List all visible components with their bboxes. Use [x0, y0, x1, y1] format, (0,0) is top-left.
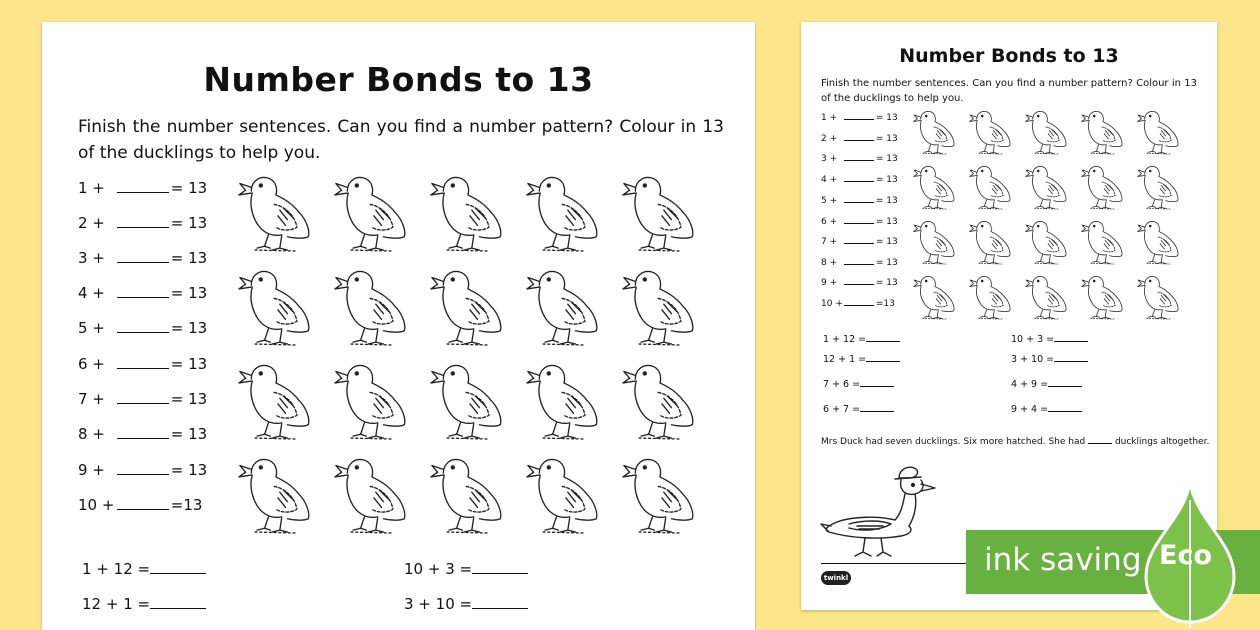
- duckling-icon[interactable]: [334, 266, 410, 348]
- sum-row: 1 + 12 =: [823, 334, 900, 345]
- equation-row: 2 + = 13: [78, 214, 208, 232]
- duckling-icon[interactable]: [1081, 218, 1125, 266]
- answer-blank[interactable]: [150, 595, 206, 609]
- duckling-icon[interactable]: [430, 266, 506, 348]
- answer-blank[interactable]: [117, 390, 169, 404]
- answer-blank[interactable]: [117, 425, 169, 439]
- duckling-icon[interactable]: [913, 163, 957, 211]
- duckling-icon[interactable]: [238, 266, 314, 348]
- sum-row: 3 + 10 =: [1011, 354, 1088, 365]
- answer-blank[interactable]: [844, 174, 874, 182]
- equation-row: 1 + = 13: [821, 113, 898, 123]
- answer-blank[interactable]: [117, 249, 169, 263]
- answer-blank[interactable]: [860, 379, 894, 387]
- duckling-icon[interactable]: [622, 172, 698, 254]
- equation-row: 3 + = 13: [78, 249, 208, 267]
- equation-row: 5 + = 13: [78, 319, 208, 337]
- answer-blank[interactable]: [117, 496, 169, 510]
- answer-blank[interactable]: [117, 214, 169, 228]
- sum-row: 4 + 9 =: [1011, 379, 1082, 390]
- equation-row: 9 + = 13: [78, 461, 208, 479]
- answer-blank[interactable]: [1048, 404, 1082, 412]
- word-problem: Mrs Duck had seven ducklings. Six more hatched. She had ducklings altogether.: [821, 437, 1210, 447]
- duckling-icon[interactable]: [913, 218, 957, 266]
- answer-blank[interactable]: [844, 195, 874, 203]
- duckling-icon[interactable]: [1137, 108, 1181, 156]
- sum-row: 3 + 10 =: [404, 595, 528, 613]
- equation-row: 1 + = 13: [78, 179, 208, 197]
- answer-blank[interactable]: [1054, 354, 1088, 362]
- equation-row: 6 + = 13: [821, 217, 898, 227]
- answer-blank[interactable]: [844, 133, 874, 141]
- duckling-icon[interactable]: [1137, 273, 1181, 321]
- answer-blank[interactable]: [1054, 334, 1088, 342]
- duckling-icon[interactable]: [526, 360, 602, 442]
- duckling-icon[interactable]: [622, 360, 698, 442]
- page-title: Number Bonds to 13: [203, 60, 594, 99]
- sum-row: 10 + 3 =: [404, 560, 528, 578]
- equation-row: 2 + = 13: [821, 134, 898, 144]
- duckling-icon[interactable]: [238, 454, 314, 536]
- answer-blank[interactable]: [472, 560, 528, 574]
- divider: [821, 563, 971, 564]
- answer-blank[interactable]: [1048, 379, 1082, 387]
- equation-row: 4 + = 13: [821, 175, 898, 185]
- duckling-icon[interactable]: [334, 172, 410, 254]
- eco-badge-text: Eco: [1159, 540, 1212, 571]
- duckling-icon[interactable]: [913, 273, 957, 321]
- sum-row: 6 + 7 =: [823, 404, 894, 415]
- answer-blank[interactable]: [844, 298, 874, 306]
- answer-blank[interactable]: [844, 216, 874, 224]
- duckling-icon[interactable]: [1025, 273, 1069, 321]
- duckling-icon[interactable]: [1081, 108, 1125, 156]
- answer-blank[interactable]: [844, 257, 874, 265]
- equation-row: 8 + = 13: [821, 258, 898, 268]
- equation-row: 6 + = 13: [78, 355, 208, 373]
- instructions: Finish the number sentences. Can you find a number pattern? Colour in 13 of the ducklings to help you.: [821, 78, 1197, 104]
- answer-blank[interactable]: [866, 354, 900, 362]
- equation-row: 4 + = 13: [78, 284, 208, 302]
- duckling-icon[interactable]: [1025, 218, 1069, 266]
- sum-row: 10 + 3 =: [1011, 334, 1088, 345]
- answer-blank[interactable]: [844, 112, 874, 120]
- equation-row: 9 + = 13: [821, 278, 898, 288]
- duckling-icon[interactable]: [913, 108, 957, 156]
- answer-blank[interactable]: [117, 284, 169, 298]
- duckling-icon[interactable]: [1025, 108, 1069, 156]
- duckling-icon[interactable]: [526, 454, 602, 536]
- duckling-icon[interactable]: [1137, 163, 1181, 211]
- duckling-icon[interactable]: [238, 360, 314, 442]
- duckling-icon[interactable]: [430, 360, 506, 442]
- equation-row: 3 + = 13: [821, 154, 898, 164]
- duckling-icon[interactable]: [1137, 218, 1181, 266]
- duckling-icon[interactable]: [1081, 273, 1125, 321]
- sum-row: 1 + 12 =: [82, 560, 206, 578]
- answer-blank[interactable]: [844, 236, 874, 244]
- twinkl-logo: twinkl: [821, 571, 851, 585]
- sum-row: 12 + 1 =: [823, 354, 900, 365]
- equation-row: 7 + = 13: [821, 237, 898, 247]
- duckling-icon[interactable]: [1081, 163, 1125, 211]
- sum-row: 7 + 6 =: [823, 379, 894, 390]
- duckling-icon[interactable]: [430, 172, 506, 254]
- duckling-icon[interactable]: [1025, 163, 1069, 211]
- worksheet-page-large: [42, 22, 755, 630]
- equation-row: 5 + = 13: [821, 196, 898, 206]
- duckling-icon[interactable]: [622, 266, 698, 348]
- sum-row: 12 + 1 =: [82, 595, 206, 613]
- duckling-icon[interactable]: [969, 108, 1013, 156]
- answer-blank[interactable]: [150, 560, 206, 574]
- equation-row: 10 + =13: [821, 299, 895, 309]
- answer-blank[interactable]: [860, 404, 894, 412]
- equation-row: 8 + = 13: [78, 425, 208, 443]
- answer-blank[interactable]: [472, 595, 528, 609]
- equation-row: 7 + = 13: [78, 390, 208, 408]
- sum-row: 9 + 4 =: [1011, 404, 1082, 415]
- answer-blank[interactable]: [844, 153, 874, 161]
- ink-saving-label: ink saving: [984, 542, 1142, 578]
- equation-row: 10 + =13: [78, 496, 203, 514]
- duckling-icon[interactable]: [969, 163, 1013, 211]
- answer-blank[interactable]: [117, 461, 169, 475]
- answer-blank[interactable]: [117, 355, 169, 369]
- duckling-icon[interactable]: [969, 273, 1013, 321]
- duckling-icon[interactable]: [526, 172, 602, 254]
- duckling-icon[interactable]: [969, 218, 1013, 266]
- duckling-icon[interactable]: [238, 172, 314, 254]
- duckling-icon[interactable]: [622, 454, 698, 536]
- duckling-icon[interactable]: [526, 266, 602, 348]
- duckling-icon[interactable]: [334, 454, 410, 536]
- mother-duck-icon: [819, 458, 939, 562]
- answer-blank[interactable]: [117, 319, 169, 333]
- answer-blank[interactable]: [866, 334, 900, 342]
- answer-blank[interactable]: [117, 179, 169, 193]
- instructions: Finish the number sentences. Can you find a number pattern? Colour in 13 of the ducklings to help you.: [78, 117, 724, 163]
- answer-blank[interactable]: [1088, 436, 1112, 444]
- duckling-icon[interactable]: [334, 360, 410, 442]
- duckling-icon[interactable]: [430, 454, 506, 536]
- page-title: Number Bonds to 13: [899, 45, 1119, 67]
- answer-blank[interactable]: [844, 277, 874, 285]
